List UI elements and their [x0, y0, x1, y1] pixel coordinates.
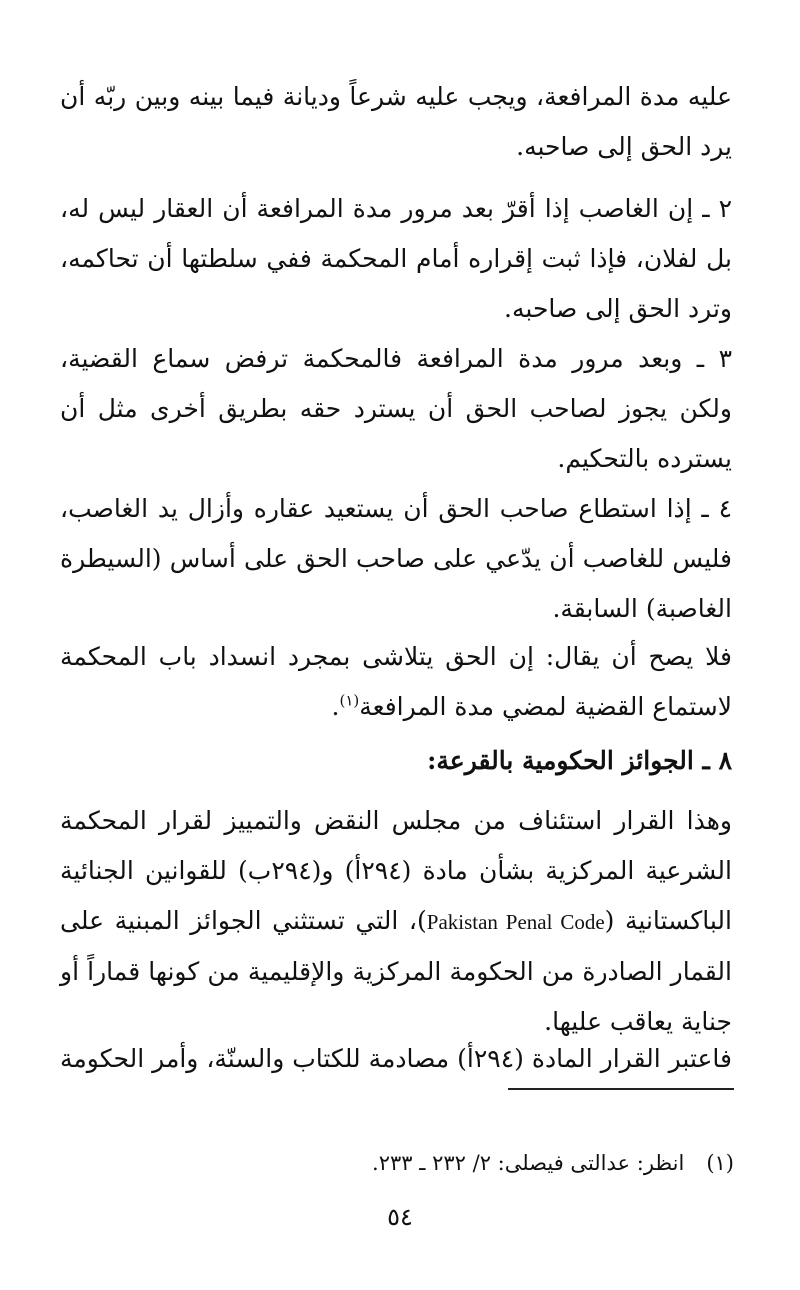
paragraph-2: ٢ ـ إن الغاصب إذا أقرّ بعد مرور مدة المرافعة أن العقار ليس له، بل لفلان، فإذا ثبت إقراره أمام المحكمة ففي سلطتها أن تحاكمه، وترد الحق إلى صاحبه.: [60, 194, 732, 323]
paragraph-6-before: وهذا القرار استئناف من مجلس النقض والتمييز لقرار المحكمة الشرعية المركزية بشأن مادة (٢٩٤أ) و(٢٩٤ب) للقوانين الجنائية الباكستانية (: [60, 806, 732, 935]
paragraph-5: [60, 632, 732, 732]
paragraph-6-after: )، التي تستثني الجوائز المبنية على القمار الصادرة من الحكومة المركزية والإقليمية من كونها قماراً أو جناية يعاقب عليها.: [60, 906, 732, 1036]
footnote-separator: [508, 1088, 734, 1090]
footnote-number: (١): [706, 1151, 734, 1175]
paragraph-6-latin: Pakistan Penal Code: [426, 910, 605, 934]
paragraph-1: عليه مدة المرافعة، ويجب عليه شرعاً وديانة فيما بينه وبين ربّه أن يرد الحق إلى صاحبه.: [60, 82, 732, 161]
paragraph-6: [60, 796, 732, 1047]
paragraph-3: ٣ ـ وبعد مرور مدة المرافعة فالمحكمة ترفض سماع القضية، ولكن يجوز لصاحب الحق أن يسترد حقه بطريق أخرى مثل أن يسترده بالتحكيم.: [60, 344, 732, 473]
footnote-text: انظر: عدالتى فيصلى: ٢/ ٢٣٢ ـ ٢٣٣.: [372, 1151, 685, 1175]
paragraph-5-end: .: [331, 692, 340, 721]
paragraph-5-text: فلا يصح أن يقال: إن الحق يتلاشى بمجرد انسداد باب المحكمة لاستماع القضية لمضي مدة المرافعة: [60, 642, 732, 721]
paragraph-4: ٤ ـ إذا استطاع صاحب الحق أن يستعيد عقاره وأزال يد الغاصب، فليس للغاصب أن يدّعي على صاحب الحق على أساس (السيطرة الغاصبة) السابقة.: [60, 494, 732, 623]
footnote-reference: (١): [339, 691, 360, 710]
footnote: [372, 1146, 734, 1180]
page-number: ٥٤: [387, 1203, 413, 1231]
paragraph-7: فاعتبر القرار المادة (٢٩٤أ) مصادمة للكتاب والسنّة، وأمر الحكومة: [60, 1044, 732, 1073]
section-heading: ٨ ـ الجوائز الحكومية بالقرعة:: [427, 746, 732, 775]
